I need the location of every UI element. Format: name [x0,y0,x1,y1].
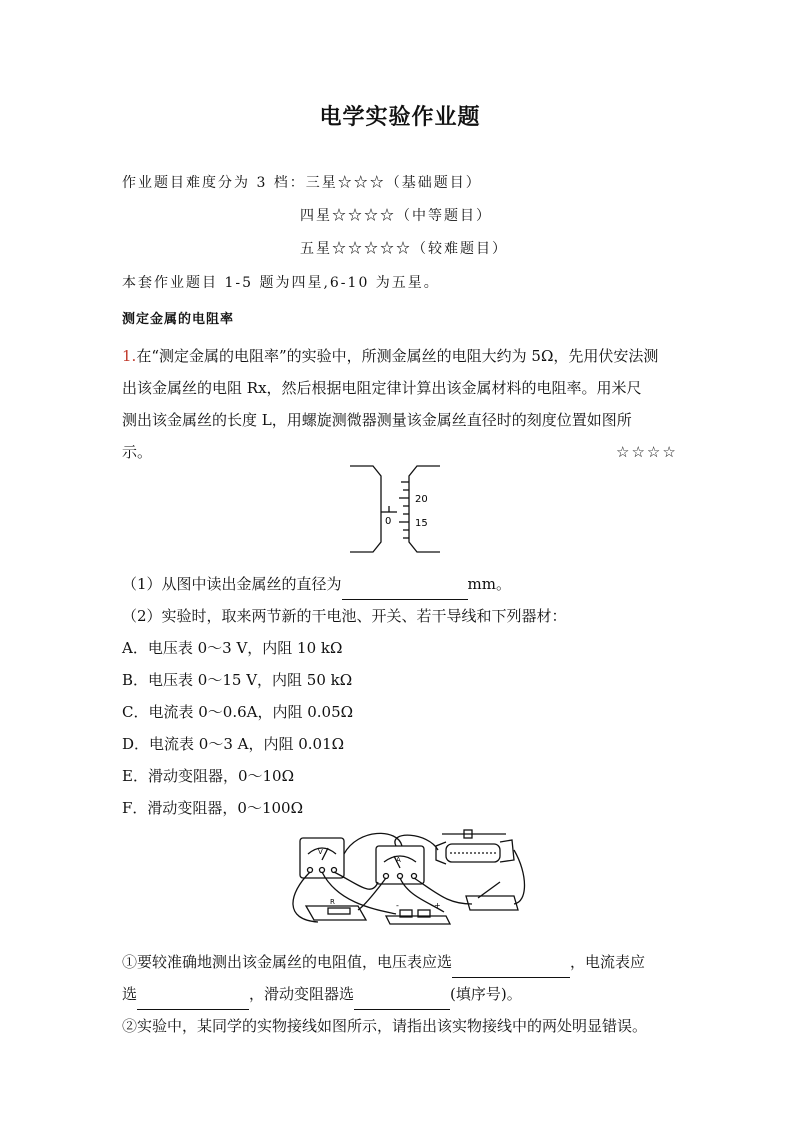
option-f: F．滑动变阻器，0～100Ω [122,799,304,817]
difficulty-line-2: 四星☆☆☆☆（中等题目） [300,208,492,224]
question-1-line-2: 出该金属丝的电阻 Rx，然后根据电阻定律计算出该金属材料的电阻率。用米尺 [122,379,642,397]
question-1-line-1 [122,340,658,372]
option-c: C．电流表 0～0.6A，内阻 0.05Ω [122,703,354,721]
circuit-label-plus: + [434,901,441,910]
question-1-text-1: 在“测定金属的电阻率”的实验中，所测金属丝的电阻大约为 5Ω，先用伏安法测 [136,347,659,365]
answer-blank-diameter[interactable] [342,583,468,600]
page-title: 电学实验作业题 [319,105,481,130]
difficulty-line-1: 作业题目难度分为 3 档：三星☆☆☆（基础题目） [122,175,482,191]
answer-blank-rheostat[interactable] [354,993,450,1010]
question-1-line-3: 测出该金属丝的长度 L，用螺旋测微器测量该金属丝直径时的刻度位置如图所 [122,411,632,429]
sub-question-2: （2）实验时，取来两节新的干电池、开关、若干导线和下列器材： [122,607,567,625]
option-d: D．电流表 0～3 A，内阻 0.01Ω [122,735,345,753]
part-1-text-e: (填序号)。 [450,985,522,1003]
part-1-text-a: ①要较准确地测出该金属丝的电阻值，电压表应选 [122,953,453,971]
option-b: B．电压表 0～15 V，内阻 50 kΩ [122,671,353,689]
part-1-line-2 [122,978,522,1010]
difficulty-stars: ☆☆☆☆ [616,443,678,461]
part-1-text-b: ，电流表应 [570,953,646,971]
circuit-label-a: A [396,856,401,864]
sub-question-1-text: （1）从图中读出金属丝的直径为 [122,575,342,593]
circuit-label-minus: - [396,901,399,910]
section-title: 测定金属的电阻率 [122,312,235,327]
circuit-figure [278,824,532,934]
part-1-text-d: ，滑动变阻器选 [249,985,355,1003]
difficulty-line-3: 五星☆☆☆☆☆（较难题目） [300,241,508,257]
micrometer-label-15: 15 [415,518,428,529]
option-a: A．电压表 0～3 V，内阻 10 kΩ [122,639,343,657]
answer-blank-voltmeter[interactable] [452,961,570,978]
sub-question-1-unit: mm。 [467,575,511,593]
part-1-line-1 [122,946,645,978]
option-e: E．滑动变阻器，0～10Ω [122,767,295,785]
question-number: 1. [122,347,137,365]
circuit-label-v: V [318,848,323,856]
micrometer-figure [345,462,455,556]
answer-blank-ammeter[interactable] [137,993,249,1010]
part-2-text: ②实验中，某同学的实物接线如图所示，请指出该实物接线中的两处明显错误。 [122,1017,648,1035]
part-1-text-c: 选 [122,985,138,1003]
circuit-label-r: R [330,898,335,906]
question-1-line-4: 示。 [122,443,153,461]
micrometer-label-20: 20 [415,494,428,505]
difficulty-line-4: 本套作业题目 1-5 题为四星,6-10 为五星。 [122,275,440,291]
sub-question-1 [122,568,511,600]
micrometer-label-0: 0 [385,516,392,527]
